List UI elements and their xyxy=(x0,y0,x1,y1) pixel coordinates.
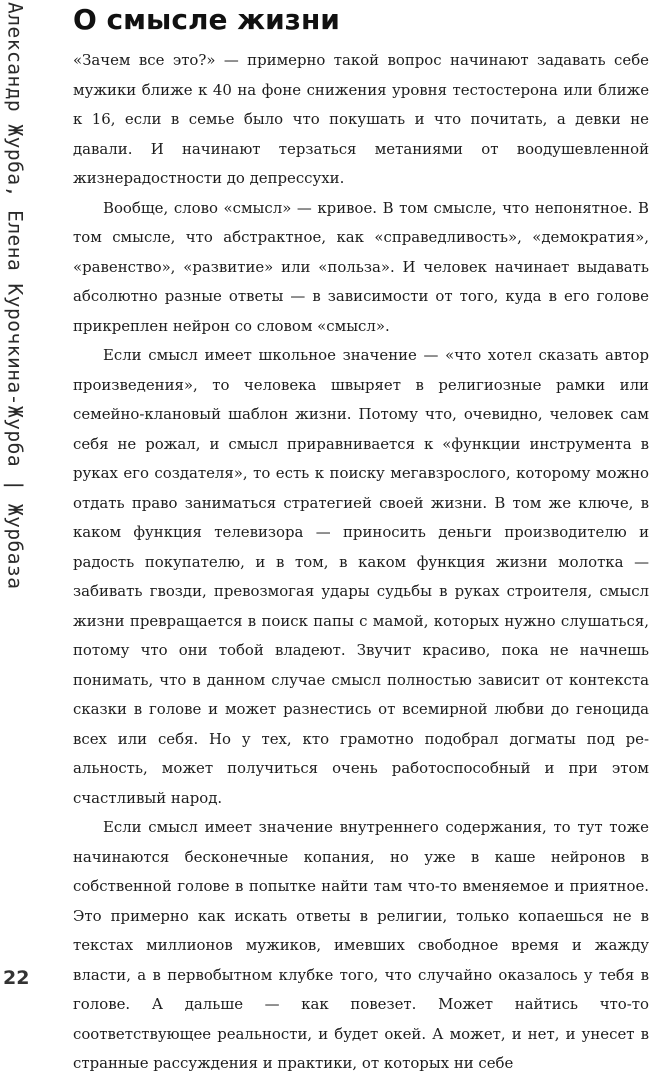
chapter-title: О смысле жизни xyxy=(73,3,340,36)
paragraph: «Зачем все это?» — примерно такой вопрос начинают задавать себе мужики ближе к 40 на фоне снижения уровня тестостерона или ближе к 16, если в семье было что покушать и что почитать, а девки не давали. И начинают терзаться метаниями от воодушевленной жизнерадостности до депрессухи. xyxy=(73,51,649,187)
running-head-text: Александр Журба, Елена Курочкина-Журба | Журбаза xyxy=(3,2,27,590)
paragraph: Если смысл имеет значение внутреннего содержания, то тут тоже начинаются бесконечные копания, но уже в каше нейронов в собственной голове в попытке найти там что-то вменяемое и приятное. Это примерно как искать ответы в религии, только копаешься не в текстах миллионов мужиков, имевших свободное время и жажду власти, а в первобытном клубке того, что случайно оказалось у тебя в голове. А дальше — как повезет. Может найтись что-то соответствующее реальности, и будет окей. А может, и нет, и унесет в странные рассуждения и практики, от которых ни себе xyxy=(73,818,649,1072)
page-number: 22 xyxy=(3,967,30,989)
paragraph: Если смысл имеет школьное значение — «что хотел сказать автор произведения», то человека швыряет в религиозные рамки или семейно-клановый шаблон жизни. Потому что, очевидно, человек сам себя не рожал, и смысл приравнивается к «функции инструмента в руках его создателя», то есть к поиску мегавзрослого, которому можно отдать право заниматься стратегией своей жизни. В том же ключе, в каком функция телевизора — приносить деньги производителю и радость покупателю, и в том, в каком функция жизни молотка — забивать гвозди, превозмогая удары судьбы в руках строителя, смысл жизни превращается в поиск папы с мамой, которых нужно слушаться, потому что они тобой владеют. Звучит красиво, пока не начнешь понимать, что в данном случае смысл полностью зависит от контекста сказки в голове и может разнестись от всемирной любви до геноцида всех или себя. Но у тех, кто грамотно подобрал догматы под реальность, может получиться очень работоспособный и при этом счастливый народ. xyxy=(73,346,649,807)
paragraph: Вообще, слово «смысл» — кривое. В том смысле, что непонятное. В том смысле, что абстрактное, как «справедливость», «демократия», «равенство», «развитие» или «польза». И человек начинает выдавать абсолютно разные ответы — в зависимости от того, куда в его голове прикреплен нейрон со словом «смысл». xyxy=(73,198,649,335)
page-body xyxy=(73,0,649,1079)
running-head xyxy=(0,0,30,630)
